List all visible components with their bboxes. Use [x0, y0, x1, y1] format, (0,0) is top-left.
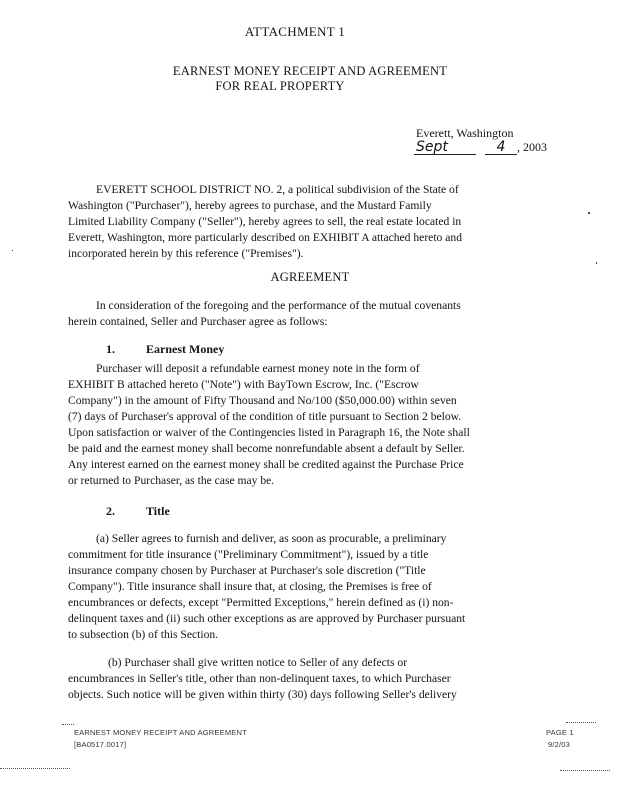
- section-1-number: 1.: [106, 342, 115, 356]
- scan-edge-line: [560, 770, 610, 771]
- document-title-line-1: EARNEST MONEY RECEIPT AND AGREEMENT: [172, 64, 448, 78]
- section-2-number: 2.: [106, 504, 115, 518]
- place-line: Everett, Washington: [416, 126, 514, 140]
- section-1-title: Earnest Money: [146, 342, 225, 356]
- section-2b-line: (b) Purchaser shall give written notice to Seller of any defects or: [108, 656, 408, 669]
- intro-line: incorporated herein by this reference ("Premises").: [68, 247, 304, 260]
- section-2a-line: delinquent taxes and (ii) such other exceptions as are approved by Purchaser pursuant: [68, 612, 466, 625]
- consideration-line: In consideration of the foregoing and the performance of the mutual covenants: [96, 299, 461, 312]
- date-line: [414, 140, 547, 155]
- section-1-line: Any interest earned on the earnest money shall be credited against the Purchase Price: [68, 458, 464, 471]
- handwritten-month: Sept: [414, 140, 476, 155]
- section-2b-line: encumbrances in Seller's title, other than non-delinquent taxes, to which Purchaser: [68, 672, 451, 685]
- agreement-heading: AGREEMENT: [270, 270, 350, 284]
- section-2a-line: to subsection (b) of this Section.: [68, 628, 219, 641]
- consideration-line: herein contained, Seller and Purchaser agree as follows:: [68, 315, 328, 328]
- attachment-label: ATTACHMENT 1: [244, 24, 346, 39]
- intro-line: EVERETT SCHOOL DISTRICT NO. 2, a political subdivision of the State of: [96, 183, 459, 196]
- section-1-line: be paid and the earnest money shall become nonrefundable absent a default by Seller.: [68, 442, 465, 455]
- date-year: , 2003: [517, 140, 547, 154]
- intro-line: Limited Liability Company ("Seller"), hereby agrees to sell, the real estate located in: [68, 215, 462, 228]
- handwritten-day: 4: [485, 140, 517, 155]
- scan-speck: [12, 250, 13, 251]
- section-2a-line: Company"). Title insurance shall insure that, at closing, the Premises is free of: [68, 580, 432, 593]
- document-title-line-2: FOR REAL PROPERTY: [215, 79, 345, 93]
- section-2a-line: commitment for title insurance ("Preliminary Commitment"), issued by a title: [68, 548, 429, 561]
- footer-page-number: PAGE 1: [546, 728, 574, 737]
- footer-doc-id: [BA0517.0017]: [74, 740, 127, 749]
- footer-date: 9/2/03: [548, 740, 571, 749]
- section-1-line: Purchaser will deposit a refundable earnest money note in the form of: [96, 362, 420, 375]
- section-1-line: Upon satisfaction or waiver of the Contingencies listed in Paragraph 16, the Note shall: [68, 426, 470, 439]
- scan-speck: [588, 212, 590, 214]
- scan-dots: [62, 724, 74, 725]
- intro-line: Washington ("Purchaser"), hereby agrees to purchase, and the Mustard Family: [68, 199, 432, 212]
- footer-doc-title: EARNEST MONEY RECEIPT AND AGREEMENT: [74, 728, 247, 737]
- section-2-title: Title: [146, 504, 170, 518]
- section-1-line: Company") in the amount of Fifty Thousand and No/100 ($50,000.00) within seven: [68, 394, 457, 407]
- section-2b-line: objects. Such notice will be given within thirty (30) days following Seller's delivery: [68, 688, 457, 701]
- scan-speck: [596, 262, 597, 264]
- intro-line: Everett, Washington, more particularly described on EXHIBIT A attached hereto and: [68, 231, 462, 244]
- scan-edge-line: [0, 768, 70, 769]
- section-1-line: EXHIBIT B attached hereto ("Note") with BayTown Escrow, Inc. ("Escrow: [68, 378, 419, 391]
- section-1-line: (7) days of Purchaser's approval of the condition of title pursuant to Section 2 below.: [68, 410, 462, 423]
- section-2a-line: encumbrances or defects, except "Permitted Exceptions," herein defined as (i) non-: [68, 596, 454, 609]
- section-2a-line: insurance company chosen by Purchaser at Purchaser's sole discretion ("Title: [68, 564, 426, 577]
- section-2a-line: (a) Seller agrees to furnish and deliver, as soon as procurable, a preliminary: [96, 532, 447, 545]
- scan-dots: [566, 722, 596, 723]
- section-1-line: or returned to Purchaser, as the case may be.: [68, 474, 275, 487]
